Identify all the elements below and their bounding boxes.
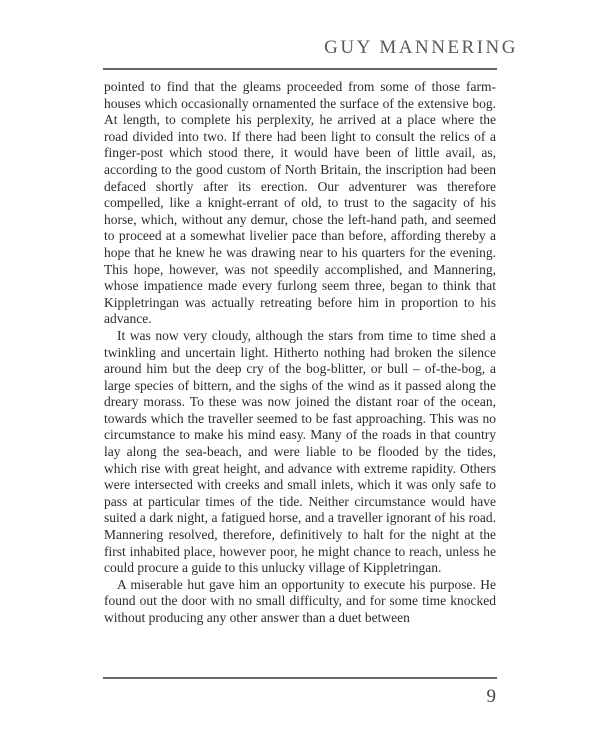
header-rule xyxy=(103,68,497,70)
paragraph: It was now very cloudy, although the stars from time to time shed a twinkling and uncertain light. Hitherto nothing had broken the silence around him but the deep cry of the bog-blitter, or bull – of-the-bog, a large species of bittern, and the sighs of the wind as it passed along the dreary morass. To these was now joined the distant roar of the ocean, towards which the traveller seemed to be fast approaching. This was no circumstance to make his mind easy. Many of the roads in that country lay along the sea-beach, and were liable to be flooded by the tides, which rise with great height, and advance with extreme rapidity. Others were intersected with creeks and small inlets, which it was only safe to pass at particular times of the tide. Neither circumstance would have suited a dark night, a fatigued horse, and a traveller ignorant of his road. Mannering resolved, therefore, definitively to halt for the night at the first inhabited place, however poor, he might chance to reach, unless he could procure a guide to this unlucky village of Kippletringan. xyxy=(104,327,496,576)
page-number: 9 xyxy=(486,686,496,707)
paragraph: A miserable hut gave him an opportunity to execute his purpose. He found out the door with no small difficulty, and for some time knocked without producing any other answer than a duet between xyxy=(104,576,496,625)
footer-rule xyxy=(103,677,497,679)
paragraph-continued: pointed to find that the gleams proceeded from some of those farmhouses which occasionally ornamented the surface of the extensive bog. At length, to complete his perplexity, he arrived at a place where the road divided into two. If there had been light to consult the relics of a finger-post which stood there, it would have been of little avail, as, according to the good custom of North Britain, the inscription had been defaced shortly after its erection. Our adventurer was therefore compelled, like a knight-errant of old, to trust to the sagacity of his horse, which, without any demur, chose the left-hand path, and seemed to proceed at a somewhat livelier pace than before, affording thereby a hope that he knew he was drawing near to his quarters for the evening. This hope, however, was not speedily accomplished, and Mannering, whose impatience made every furlong seem three, began to think that Kippletringan was actually retreating before him in proportion to his advance. xyxy=(104,79,496,327)
body-text xyxy=(104,79,496,627)
running-head: GUY MANNERING xyxy=(324,37,518,58)
